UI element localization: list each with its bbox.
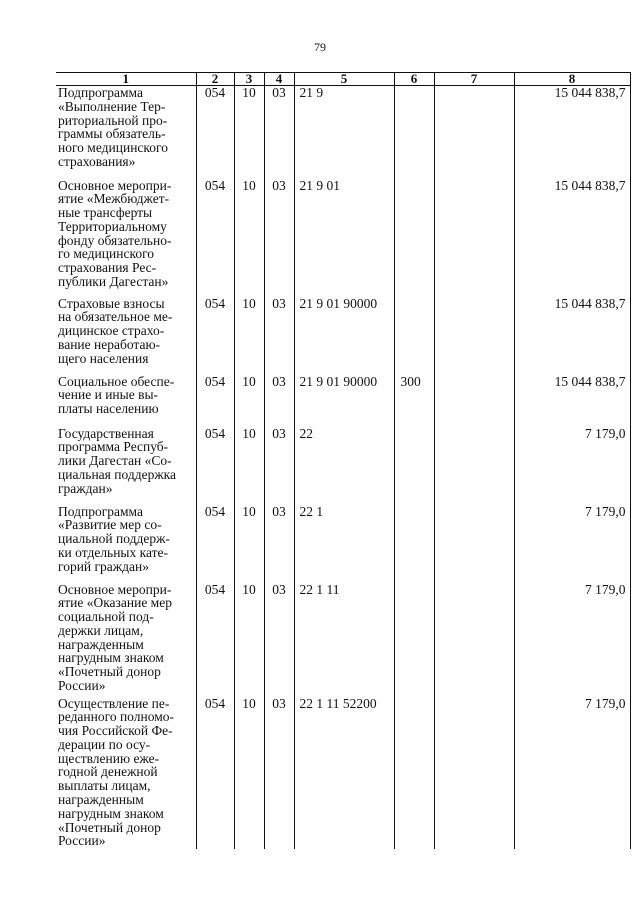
row-target-article: 21 9 01 <box>294 179 394 297</box>
row-target-article: 22 <box>294 427 394 505</box>
row-expense-type <box>394 427 434 505</box>
row-col-7 <box>434 297 514 375</box>
row-target-article: 21 9 01 90000 <box>294 297 394 375</box>
table-row <box>56 427 630 505</box>
row-name: Подпрограмма «Выполнение Тер- риториальной про- граммы обязатель- ного медицинского страхования» <box>56 86 196 179</box>
table-row <box>56 505 630 583</box>
row-expense-type <box>394 297 434 375</box>
row-col-7 <box>434 583 514 697</box>
budget-table <box>56 72 631 849</box>
header-col-6: 6 <box>394 73 434 86</box>
row-section: 10 <box>234 179 264 297</box>
row-col-7 <box>434 179 514 297</box>
row-section: 10 <box>234 86 264 179</box>
row-expense-type <box>394 505 434 583</box>
row-subsection: 03 <box>264 375 294 427</box>
header-col-2: 2 <box>196 73 234 86</box>
table-row <box>56 375 630 427</box>
row-name: Государственная программа Респуб- лики Дагестан «Со- циальная поддержка граждан» <box>56 427 196 505</box>
header-col-7: 7 <box>434 73 514 86</box>
row-name: Основное меропри- ятие «Межбюджет- ные трансферты Территориальному фонду обязательно- го медицинского страхования Рес- публики Дагестан» <box>56 179 196 297</box>
row-name: Осуществление пе- реданного полномо- чия Российской Фе- дерации по осу- ществлению еже- годной денежной выплаты лицам, награжденным нагрудным знаком «Почетный донор России» <box>56 697 196 849</box>
row-target-article: 21 9 01 90000 <box>294 375 394 427</box>
row-col-7 <box>434 86 514 179</box>
header-col-5: 5 <box>294 73 394 86</box>
row-name: Страховые взносы на обязательное ме- дицинское страхо- вание неработаю- щего населения <box>56 297 196 375</box>
table-row <box>56 583 630 697</box>
row-ministry: 054 <box>196 697 234 849</box>
row-ministry: 054 <box>196 86 234 179</box>
row-ministry: 054 <box>196 297 234 375</box>
row-name: Основное меропри- ятие «Оказание мер социальной под- держки лицам, награжденным нагрудным знаком «Почетный донор России» <box>56 583 196 697</box>
header-col-8: 8 <box>514 73 630 86</box>
row-ministry: 054 <box>196 427 234 505</box>
row-amount: 15 044 838,7 <box>514 297 630 375</box>
row-col-7 <box>434 697 514 849</box>
row-subsection: 03 <box>264 179 294 297</box>
row-section: 10 <box>234 583 264 697</box>
row-amount: 7 179,0 <box>514 505 630 583</box>
row-expense-type <box>394 179 434 297</box>
row-section: 10 <box>234 297 264 375</box>
row-target-article: 22 1 <box>294 505 394 583</box>
header-col-1: 1 <box>56 73 196 86</box>
row-target-article: 22 1 11 52200 <box>294 697 394 849</box>
table-row <box>56 179 630 297</box>
row-target-article: 21 9 <box>294 86 394 179</box>
row-col-7 <box>434 505 514 583</box>
row-section: 10 <box>234 697 264 849</box>
row-expense-type <box>394 86 434 179</box>
table-row <box>56 697 630 849</box>
row-subsection: 03 <box>264 697 294 849</box>
row-name: Подпрограмма «Развитие мер со- циальной поддерж- ки отдельных кате- горий граждан» <box>56 505 196 583</box>
row-subsection: 03 <box>264 86 294 179</box>
header-col-4: 4 <box>264 73 294 86</box>
row-section: 10 <box>234 427 264 505</box>
row-ministry: 054 <box>196 375 234 427</box>
row-subsection: 03 <box>264 297 294 375</box>
table-row <box>56 86 630 179</box>
row-amount: 15 044 838,7 <box>514 86 630 179</box>
row-expense-type <box>394 583 434 697</box>
row-section: 10 <box>234 375 264 427</box>
row-col-7 <box>434 427 514 505</box>
row-section: 10 <box>234 505 264 583</box>
row-col-7 <box>434 375 514 427</box>
header-row <box>56 73 630 86</box>
row-amount: 15 044 838,7 <box>514 375 630 427</box>
row-target-article: 22 1 11 <box>294 583 394 697</box>
row-ministry: 054 <box>196 583 234 697</box>
row-subsection: 03 <box>264 505 294 583</box>
row-amount: 7 179,0 <box>514 697 630 849</box>
row-ministry: 054 <box>196 179 234 297</box>
row-amount: 7 179,0 <box>514 583 630 697</box>
row-name: Социальное обеспе- чение и иные вы- платы населению <box>56 375 196 427</box>
row-expense-type: 300 <box>394 375 434 427</box>
row-amount: 7 179,0 <box>514 427 630 505</box>
row-subsection: 03 <box>264 427 294 505</box>
header-col-3: 3 <box>234 73 264 86</box>
row-ministry: 054 <box>196 505 234 583</box>
row-expense-type <box>394 697 434 849</box>
row-amount: 15 044 838,7 <box>514 179 630 297</box>
row-subsection: 03 <box>264 583 294 697</box>
page-number: 79 <box>314 40 326 54</box>
table-row <box>56 297 630 375</box>
